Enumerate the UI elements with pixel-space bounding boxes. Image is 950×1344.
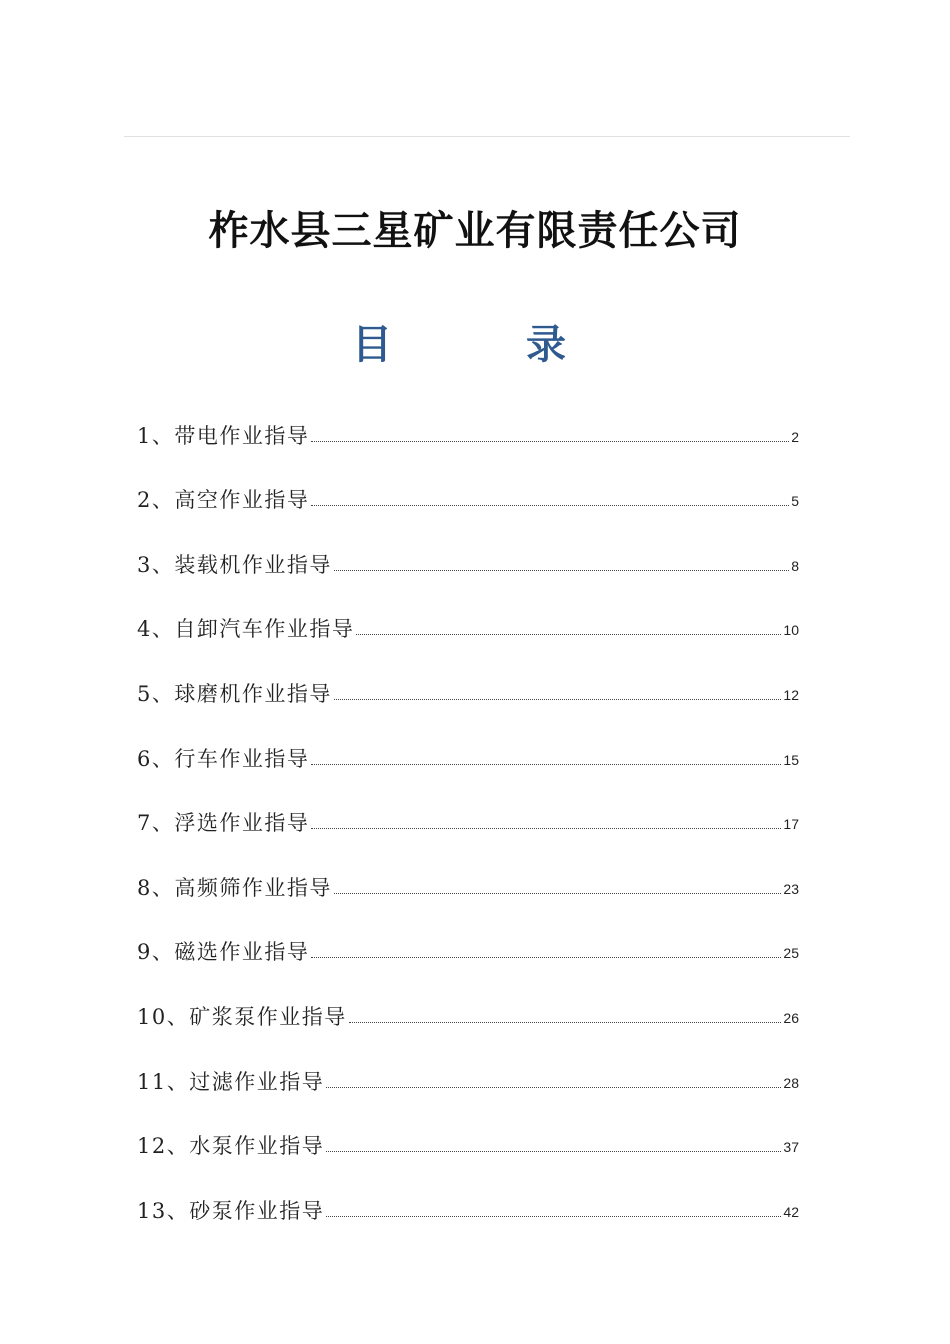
- toc-entry-page: 42: [783, 1203, 799, 1220]
- toc-entry-number: 6、: [137, 746, 175, 771]
- toc-entry-title: 砂泵作业指导: [189, 1198, 325, 1223]
- toc-dot-leader: [326, 1216, 781, 1217]
- toc-entry-title: 矿浆泵作业指导: [189, 1004, 347, 1029]
- toc-entry[interactable]: [137, 838, 799, 903]
- table-of-contents: [137, 386, 799, 1226]
- toc-entry[interactable]: [137, 451, 799, 516]
- toc-dot-leader: [326, 1151, 781, 1152]
- toc-entry-page: 17: [783, 816, 799, 833]
- toc-entry-title: 水泵作业指导: [189, 1134, 325, 1159]
- toc-entry-number: 11、: [137, 1069, 190, 1094]
- header-rule: [124, 136, 850, 137]
- toc-entry-page: 37: [783, 1139, 799, 1156]
- toc-entry-title: 磁选作业指导: [174, 940, 310, 965]
- toc-entry-page: 12: [783, 686, 799, 703]
- toc-entry[interactable]: [137, 967, 799, 1032]
- toc-entry-number: 3、: [137, 552, 175, 577]
- toc-dot-leader: [349, 1022, 782, 1023]
- toc-entry-page: 23: [783, 880, 799, 897]
- toc-entry-page: 8: [791, 557, 799, 574]
- toc-dot-leader: [311, 441, 789, 442]
- toc-entry-page: 10: [783, 622, 799, 639]
- toc-entry-number: 8、: [137, 875, 175, 900]
- toc-entry-title: 行车作业指导: [174, 746, 310, 771]
- toc-entry-number: 9、: [137, 940, 175, 965]
- toc-dot-leader: [334, 699, 782, 700]
- toc-entry[interactable]: [137, 774, 799, 839]
- toc-entry-page: 5: [791, 493, 799, 510]
- toc-dot-leader: [311, 957, 781, 958]
- toc-entry-number: 5、: [137, 681, 175, 706]
- toc-entry-number: 12、: [137, 1134, 190, 1159]
- toc-entry[interactable]: [137, 1161, 799, 1226]
- toc-entry-number: 4、: [137, 617, 175, 642]
- toc-dot-leader: [334, 893, 782, 894]
- toc-entry-number: 13、: [137, 1198, 190, 1223]
- toc-entry-page: 2: [791, 428, 799, 445]
- toc-dot-leader: [311, 764, 781, 765]
- toc-heading: 目 录: [352, 322, 626, 368]
- toc-entry[interactable]: [137, 644, 799, 709]
- toc-entry[interactable]: [137, 903, 799, 968]
- toc-entry[interactable]: [137, 515, 799, 580]
- toc-dot-leader: [311, 828, 781, 829]
- toc-entry-title: 高频筛作业指导: [174, 875, 332, 900]
- toc-entry-number: 2、: [137, 488, 175, 513]
- toc-dot-leader: [334, 570, 789, 571]
- toc-entry-number: 1、: [137, 423, 175, 448]
- toc-entry-title: 自卸汽车作业指导: [174, 617, 355, 642]
- toc-entry[interactable]: [137, 709, 799, 774]
- toc-entry-number: 7、: [137, 811, 175, 836]
- toc-entry-page: 26: [783, 1009, 799, 1026]
- toc-entry-page: 25: [783, 945, 799, 962]
- toc-entry[interactable]: [137, 580, 799, 645]
- toc-dot-leader: [356, 634, 781, 635]
- toc-entry[interactable]: [137, 1097, 799, 1162]
- company-title: 柞水县三星矿业有限责任公司: [208, 208, 742, 254]
- toc-entry-page: 28: [783, 1074, 799, 1091]
- toc-dot-leader: [311, 505, 789, 506]
- toc-entry-title: 高空作业指导: [174, 488, 310, 513]
- toc-entry-title: 过滤作业指导: [189, 1069, 325, 1094]
- toc-entry-title: 浮选作业指导: [174, 811, 310, 836]
- toc-entry-page: 15: [783, 751, 799, 768]
- toc-entry-title: 带电作业指导: [174, 423, 310, 448]
- toc-dot-leader: [326, 1087, 781, 1088]
- toc-entry-number: 10、: [137, 1004, 190, 1029]
- toc-entry[interactable]: [137, 386, 799, 451]
- toc-entry[interactable]: [137, 1032, 799, 1097]
- toc-entry-title: 装载机作业指导: [174, 552, 332, 577]
- toc-entry-title: 球磨机作业指导: [174, 681, 332, 706]
